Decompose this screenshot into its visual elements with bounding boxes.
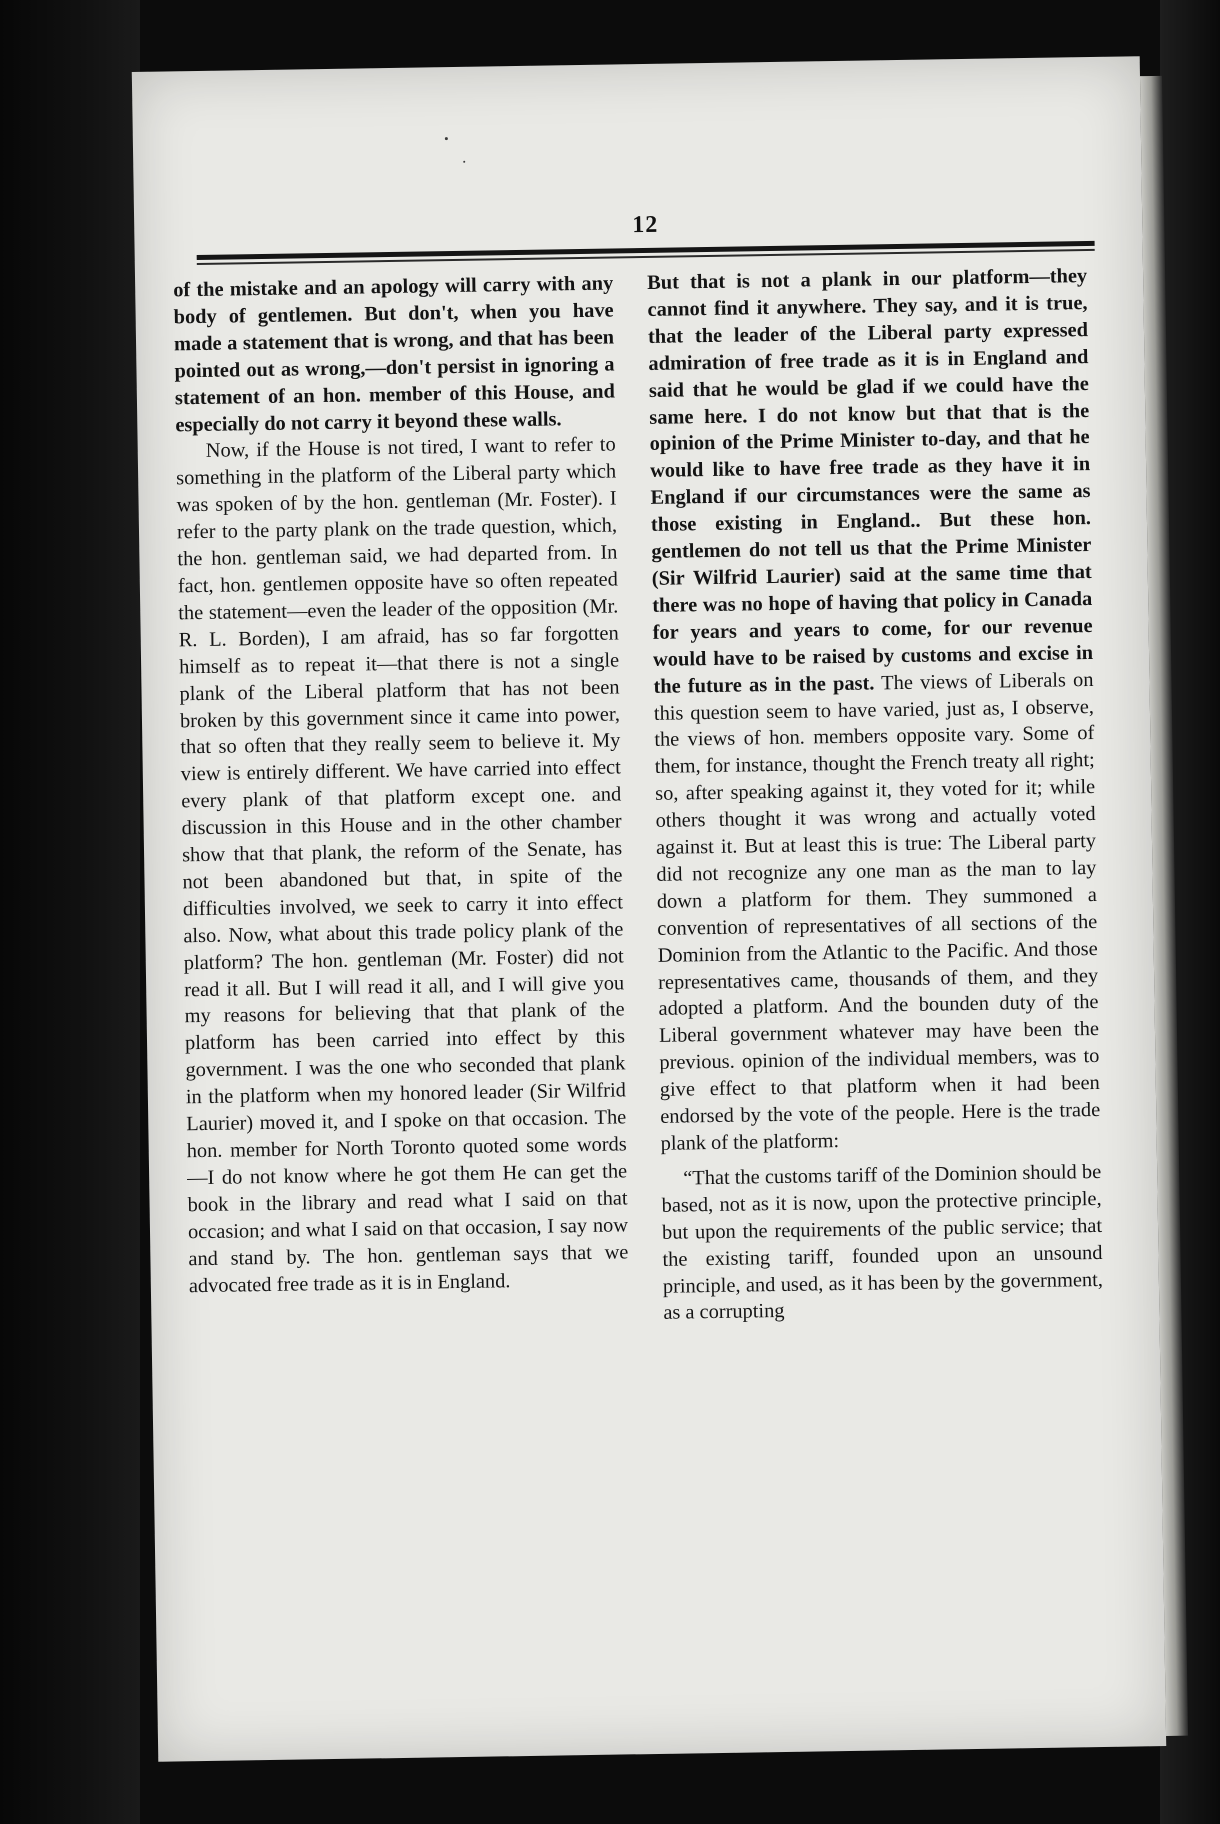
left-paragraph-1: of the mistake and an apology will carry with any body of gentlemen. But don't, when you have made a statement that is wrong, and that has been pointed out as wrong,—don't persist in ignoring a statement of an hon. member of this House, and especially do not carry it beyond these walls. [173, 272, 616, 436]
left-column [173, 270, 629, 1299]
platform-quote: “That the customs tariff of the Dominion should be based, not as it is now, upon the protective principle, but upon the requirements of the public service; that the existing tariff, founded upon an unsound principle, and used, as it has been by the government, as a corrupting [661, 1160, 1104, 1325]
scan-border-left [0, 0, 140, 1824]
document-page [132, 56, 1166, 1762]
page-number: 12 [632, 211, 659, 239]
ink-speck [445, 137, 448, 140]
right-paragraph-1 [647, 263, 1101, 1158]
right-paragraph-1-bold: But that is not a plank in our platform—they cannot find it anywhere. They say, and it is true, that the leader of the Liberal party expressed admiration of free trade as it is in England and said that he would be glad if we could have the same here. I do not know but that that is the opinion of the Prime Minister to-day, and that he would like to have free trade as they have it in England if our circumstances were the same as those existing in England.. But these hon. gentlemen do not tell us that the Prime Minister (Sir Wilfrid Laurier) said at the same time that there was no hope of having that policy in Canada for years and years to come, for our revenue would have to be raised by customs and excise in the future as in the past. [646, 265, 1094, 698]
right-paragraph-1-rest: The views of Liberals on this question seem to have varied, just as, I observe, the views of hon. members opposite vary. Some of them, for instance, thought the French treaty all right; so, after speaking against it, they voted for it; while others thought it was wrong and actually voted against it. But at least this is true: The Liberal party did not recognize any one man as the man to lay down a platform for them. They summoned a convention of representatives of all sections of the Dominion from the Atlantic to the Pacific. And those representatives came, thousands of them, and they adopted a platform. And the bounden duty of the Liberal government whatever may have been the previous. opinion of the individual members, was to give effect to that platform when it had been endorsed by the vote of the people. Here is the trade plank of the platform: [653, 668, 1101, 1155]
ink-speck [463, 161, 465, 163]
right-column [647, 263, 1104, 1327]
left-paragraph-2: Now, if the House is not tired, I want to refer to something in the platform of the Liberal party which was spoken of by the hon. gentleman (Mr. Foster). I refer to the party plank on the trade question, which, the hon. gentleman said, we had departed from. In fact, hon. gentlemen opposite have so often repeated the statement—even the leader of the opposition (Mr. R. L. Borden), I am afraid, has so far forgotten himself as to repeat it—that there is not a single plank of the Liberal platform that has not been broken by this government since it came into power, that so often that they really seem to believe it. My view is entirely different. We have carried into effect every plank of that platform except one. and discussion in this House and in the other chamber show that that plank, the reform of the Senate, has not been abandoned but that, in spite of the difficulties involved, we seek to carry it into effect also. Now, what about this trade policy plank of the platform? The hon. gentleman (Mr. Foster) did not read it all. But I will read it all, and I will give you my reasons for believing that that plank of the platform has been carried into effect by this government. I was the one who seconded that plank in the platform when my honored leader (Sir Wilfrid Laurier) moved it, and I spoke on that occasion. The hon. member for North Toronto quoted some words—I do not know where he got them He can get the book in the library and read what I said on that occasion; and what I said on that occasion, I say now and stand by. The hon. gentleman says that we advocated free trade as it is in England. [176, 433, 629, 1297]
